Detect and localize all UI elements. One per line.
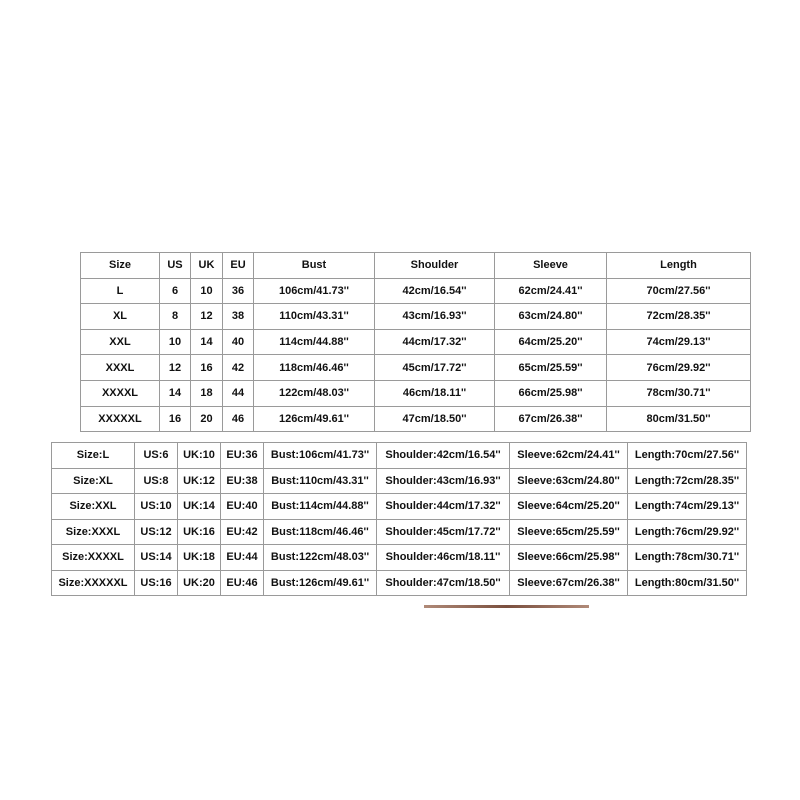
cell-us: 6	[160, 278, 191, 304]
table-row	[52, 519, 747, 545]
cell-length: Length:76cm/29.92''	[628, 519, 747, 545]
cell-shoulder: Shoulder:43cm/16.93''	[377, 468, 510, 494]
cell-shoulder: Shoulder:47cm/18.50''	[377, 570, 510, 596]
cell-sleeve: 63cm/24.80''	[495, 304, 607, 330]
cell-uk: 18	[191, 380, 223, 406]
cell-us: 14	[160, 380, 191, 406]
cell-bust: 110cm/43.31''	[254, 304, 375, 330]
cell-length: Length:80cm/31.50''	[628, 570, 747, 596]
cell-us: US:14	[135, 545, 178, 571]
cell-bust: Bust:106cm/41.73''	[264, 443, 377, 469]
cell-us: US:8	[135, 468, 178, 494]
header-eu: EU	[223, 253, 254, 279]
cell-shoulder: Shoulder:46cm/18.11''	[377, 545, 510, 571]
cell-uk: UK:12	[178, 468, 221, 494]
cell-eu: EU:46	[221, 570, 264, 596]
cell-eu: EU:38	[221, 468, 264, 494]
cell-size: XL	[81, 304, 160, 330]
cell-eu: EU:36	[221, 443, 264, 469]
table-row	[81, 380, 751, 406]
cell-uk: 14	[191, 329, 223, 355]
cell-eu: 36	[223, 278, 254, 304]
cell-us: 12	[160, 355, 191, 381]
cell-length: Length:78cm/30.71''	[628, 545, 747, 571]
cell-uk: UK:10	[178, 443, 221, 469]
cell-us: 16	[160, 406, 191, 432]
header-uk: UK	[191, 253, 223, 279]
cell-uk: UK:14	[178, 494, 221, 520]
cell-length: Length:70cm/27.56''	[628, 443, 747, 469]
cell-eu: EU:40	[221, 494, 264, 520]
cell-sleeve: Sleeve:62cm/24.41''	[510, 443, 628, 469]
cell-size: Size:L	[52, 443, 135, 469]
cell-bust: 126cm/49.61''	[254, 406, 375, 432]
cell-length: 78cm/30.71''	[607, 380, 751, 406]
cell-sleeve: Sleeve:67cm/26.38''	[510, 570, 628, 596]
table-row	[52, 545, 747, 571]
cell-bust: 106cm/41.73''	[254, 278, 375, 304]
cell-us: 8	[160, 304, 191, 330]
cell-shoulder: 43cm/16.93''	[375, 304, 495, 330]
cell-shoulder: 47cm/18.50''	[375, 406, 495, 432]
table-row	[81, 278, 751, 304]
cell-sleeve: 67cm/26.38''	[495, 406, 607, 432]
cell-length: 70cm/27.56''	[607, 278, 751, 304]
cell-uk: 20	[191, 406, 223, 432]
header-length: Length	[607, 253, 751, 279]
cell-bust: 118cm/46.46''	[254, 355, 375, 381]
cell-size: Size:XXXXL	[52, 545, 135, 571]
cell-shoulder: 42cm/16.54''	[375, 278, 495, 304]
cell-eu: 44	[223, 380, 254, 406]
table-row	[81, 406, 751, 432]
cell-us: US:10	[135, 494, 178, 520]
cell-sleeve: Sleeve:66cm/25.98''	[510, 545, 628, 571]
cell-sleeve: 64cm/25.20''	[495, 329, 607, 355]
cell-length: Length:72cm/28.35''	[628, 468, 747, 494]
cell-shoulder: 44cm/17.32''	[375, 329, 495, 355]
cell-bust: 114cm/44.88''	[254, 329, 375, 355]
cell-uk: UK:18	[178, 545, 221, 571]
decorative-divider-bar	[424, 605, 589, 608]
size-chart-table	[80, 252, 751, 432]
cell-us: US:12	[135, 519, 178, 545]
cell-size: XXXL	[81, 355, 160, 381]
cell-bust: Bust:126cm/49.61''	[264, 570, 377, 596]
cell-shoulder: 46cm/18.11''	[375, 380, 495, 406]
cell-size: XXL	[81, 329, 160, 355]
header-shoulder: Shoulder	[375, 253, 495, 279]
cell-size: XXXXXL	[81, 406, 160, 432]
cell-length: 80cm/31.50''	[607, 406, 751, 432]
header-size: Size	[81, 253, 160, 279]
header-sleeve: Sleeve	[495, 253, 607, 279]
cell-eu: 38	[223, 304, 254, 330]
cell-length: 76cm/29.92''	[607, 355, 751, 381]
cell-uk: UK:20	[178, 570, 221, 596]
cell-shoulder: Shoulder:45cm/17.72''	[377, 519, 510, 545]
cell-size: Size:XL	[52, 468, 135, 494]
header-bust: Bust	[254, 253, 375, 279]
cell-eu: 40	[223, 329, 254, 355]
cell-shoulder: Shoulder:42cm/16.54''	[377, 443, 510, 469]
cell-uk: UK:16	[178, 519, 221, 545]
cell-bust: Bust:114cm/44.88''	[264, 494, 377, 520]
cell-sleeve: Sleeve:65cm/25.59''	[510, 519, 628, 545]
table-header-row	[81, 253, 751, 279]
cell-size: Size:XXXL	[52, 519, 135, 545]
table-row	[81, 355, 751, 381]
cell-sleeve: Sleeve:64cm/25.20''	[510, 494, 628, 520]
table-row	[52, 443, 747, 469]
table-row	[52, 468, 747, 494]
cell-sleeve: 66cm/25.98''	[495, 380, 607, 406]
cell-sleeve: 65cm/25.59''	[495, 355, 607, 381]
cell-uk: 16	[191, 355, 223, 381]
cell-size: L	[81, 278, 160, 304]
header-us: US	[160, 253, 191, 279]
cell-sleeve: Sleeve:63cm/24.80''	[510, 468, 628, 494]
cell-eu: 42	[223, 355, 254, 381]
cell-bust: 122cm/48.03''	[254, 380, 375, 406]
cell-length: 72cm/28.35''	[607, 304, 751, 330]
cell-size: XXXXL	[81, 380, 160, 406]
cell-uk: 10	[191, 278, 223, 304]
cell-shoulder: 45cm/17.72''	[375, 355, 495, 381]
table-row	[52, 570, 747, 596]
cell-length: Length:74cm/29.13''	[628, 494, 747, 520]
cell-bust: Bust:122cm/48.03''	[264, 545, 377, 571]
cell-size: Size:XXXXXL	[52, 570, 135, 596]
cell-eu: EU:42	[221, 519, 264, 545]
cell-us: US:16	[135, 570, 178, 596]
size-chart-labeled-table	[51, 442, 747, 596]
cell-length: 74cm/29.13''	[607, 329, 751, 355]
cell-shoulder: Shoulder:44cm/17.32''	[377, 494, 510, 520]
table-row	[81, 329, 751, 355]
table-row	[52, 494, 747, 520]
cell-uk: 12	[191, 304, 223, 330]
table-row	[81, 304, 751, 330]
cell-sleeve: 62cm/24.41''	[495, 278, 607, 304]
cell-us: US:6	[135, 443, 178, 469]
cell-eu: EU:44	[221, 545, 264, 571]
cell-bust: Bust:110cm/43.31''	[264, 468, 377, 494]
cell-eu: 46	[223, 406, 254, 432]
cell-bust: Bust:118cm/46.46''	[264, 519, 377, 545]
cell-size: Size:XXL	[52, 494, 135, 520]
cell-us: 10	[160, 329, 191, 355]
